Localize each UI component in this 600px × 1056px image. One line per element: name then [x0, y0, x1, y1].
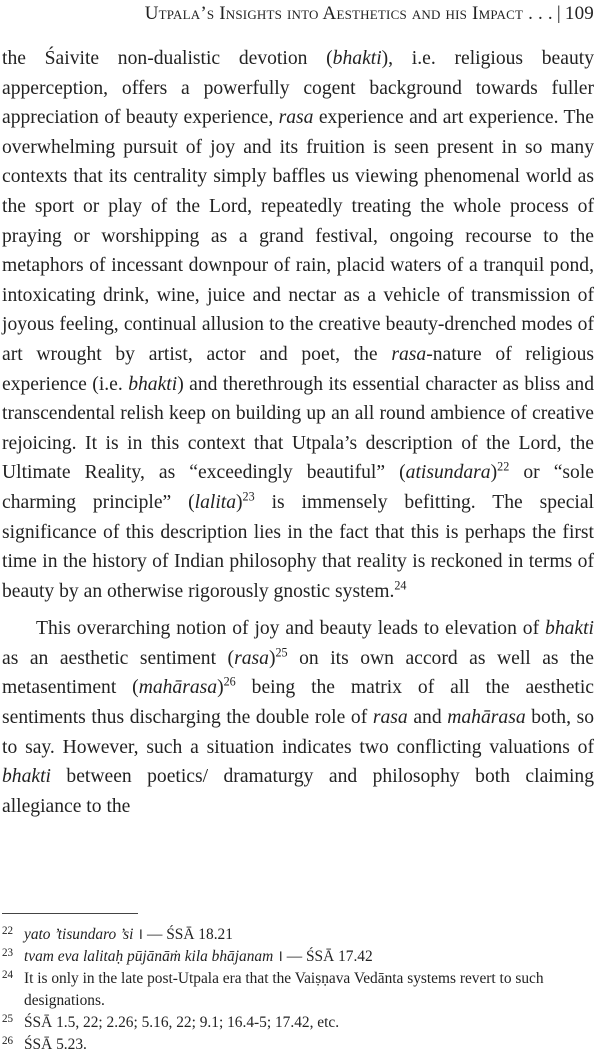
footnote-ref-26[interactable]: 26 [223, 674, 236, 689]
text-run: ) [268, 647, 276, 669]
footnote-22 [2, 924, 594, 946]
text-run: being the matrix of all the aesthetic sentiments thus discharging the double role of [2, 677, 594, 729]
text-run: ), i.e. religious beauty apperception, offers a powerfully cogent background towards fuller appreciation of beauty experience, [2, 48, 594, 129]
footnote-number: 26 [2, 1035, 14, 1048]
footnote-ref-22[interactable]: 22 [497, 459, 510, 474]
italic-term: atisundara [405, 462, 491, 484]
page-number: 109 [564, 3, 594, 24]
text-run: ) and therethrough its essential character as bliss and transcendental relish keep on building up an all round ambience of creative rejoicing. It is in this context that Utpala’s description of the Lord, the Ultimate Reality, as “exceedingly beautiful” ( [2, 373, 594, 484]
footnote-23 [2, 946, 594, 968]
text-run: is immensely befitting. The special significance of this description lies in the fact that this is perhaps the first time in the history of Indian philosophy that reality is reckoned in terms of beauty by an otherwise rigorously gnostic system. [2, 491, 594, 602]
italic-term: rasa [278, 107, 314, 129]
footnote-rest: ŚSĀ 1.5, 22; 2.26; 5.16, 22; 9.1; 16.4-5; 17.42, etc. [24, 1014, 340, 1031]
footnote-divider [2, 913, 138, 914]
text-run: as an aesthetic sentiment ( [2, 647, 235, 669]
italic-term: rasa [391, 343, 427, 365]
footnote-text [24, 1034, 594, 1056]
footnote-26 [2, 1034, 594, 1056]
footnote-text [24, 946, 594, 968]
italic-term: bhakti [2, 766, 51, 788]
footnote-rest: It is only in the late post-Utpala era that the Vaiṣṇava Vedānta systems revert to such designations. [24, 970, 544, 1009]
italic-term: lalita [194, 491, 237, 513]
footnote-text [24, 1012, 594, 1034]
header-separator: | [556, 3, 561, 24]
footnote-number: 24 [2, 969, 14, 982]
italic-term: rasa [234, 647, 269, 669]
text-run: and [407, 707, 448, 729]
text-run: experience and art experience. The overwhelming pursuit of joy and its fruition is seen present in so many contexts that its centrality simply baffles us viewing phenomenal world as the sport or play of the Lord, repeatedly treating the whole process of praying or worshipping as a grand festival, ongoing recourse to the metaphors of incessant downpour of rain, placid waters of a tranquil pond, intoxicating drink, wine, juice and nectar as a vehicle of transmission of joyous feeling, continual allusion to the creative beauty-drenched modes of art wrought by artist, actor and poet, the [2, 107, 595, 365]
italic-term: bhakti [128, 373, 178, 395]
footnote-25 [2, 1012, 594, 1034]
footnote-number: 22 [2, 925, 14, 938]
paragraph-2 [2, 614, 594, 821]
footnote-24 [2, 968, 594, 1012]
text-run: between poetics/ dramaturgy and philosophy both claiming allegiance to the [2, 766, 594, 817]
text-run: the Śaivite non-dualistic devotion ( [2, 48, 333, 69]
footnote-text [24, 968, 594, 1012]
footnote-ref-24[interactable]: 24 [394, 578, 407, 593]
text-run: or “sole charming principle” ( [2, 462, 594, 513]
italic-term: rasa [372, 707, 408, 729]
text-run: -nature of religious experience (i.e. [2, 343, 594, 395]
running-title: Utpala’s Insights into Aesthetics and his Impact . . . [144, 3, 553, 24]
italic-term: bhakti [332, 48, 382, 69]
footnote-rest: ŚSĀ 5.23. [24, 1036, 87, 1053]
footnotes [2, 924, 594, 1056]
italic-term: mahārasa [138, 677, 218, 699]
text-run: both, so to say. However, such a situation indicates two conflicting valuations of [2, 707, 595, 758]
footnote-text [24, 924, 594, 946]
italic-term: bhakti [545, 618, 594, 640]
text-run: ) [236, 491, 243, 513]
footnote-ref-23[interactable]: 23 [242, 489, 255, 504]
footnote-rest: । — ŚSĀ 18.21 [133, 926, 233, 943]
paragraph-1 [2, 44, 594, 606]
footnote-rest: । — ŚSĀ 17.42 [273, 948, 373, 965]
running-header [0, 0, 600, 28]
text-run: ) [217, 677, 224, 699]
text-run: This overarching notion of joy and beauty leads to elevation of [36, 618, 546, 640]
italic-term: mahārasa [447, 707, 526, 729]
footnote-ref-25[interactable]: 25 [275, 645, 288, 660]
text-run: ) [490, 462, 498, 484]
footnote-number: 23 [2, 947, 14, 960]
body-text [2, 44, 594, 821]
footnote-italic: tvam eva lalitaḥ pūjānāṁ kila bhājanam [24, 948, 274, 965]
text-run: on its own accord as well as the metasentiment ( [2, 647, 594, 699]
footnote-italic: yato ’tisundaro ’si [24, 926, 134, 943]
footnote-number: 25 [2, 1013, 14, 1026]
